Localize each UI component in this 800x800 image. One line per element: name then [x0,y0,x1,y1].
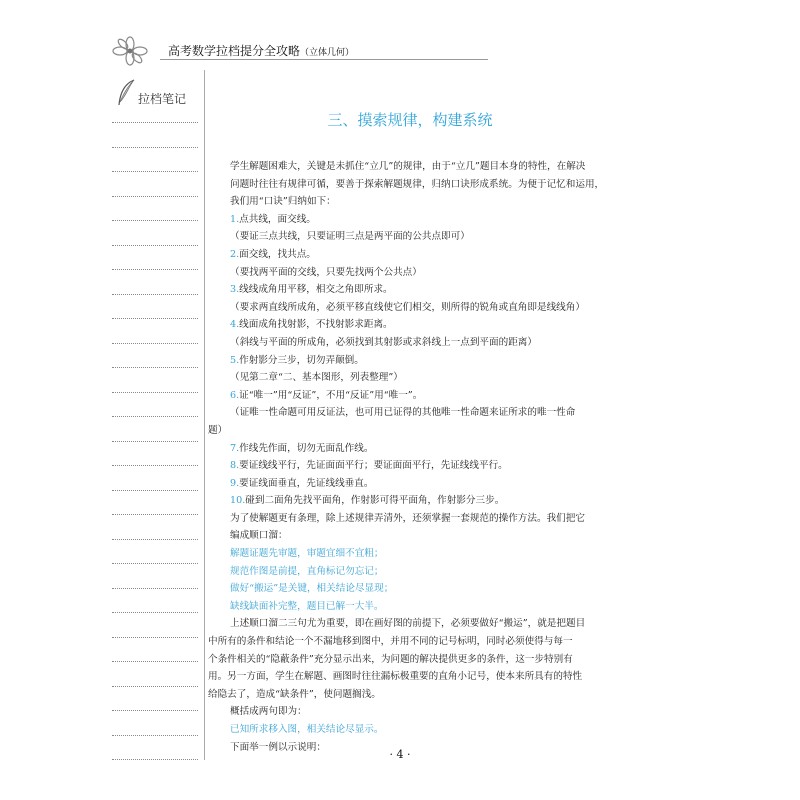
line-text: 规范作图是前提，直角标记勿忘记； [230,565,384,577]
item-number: 8. [230,460,240,472]
note-line [112,318,198,319]
note-line [112,588,198,589]
text-line [230,193,790,211]
header-title [168,42,354,59]
text-line [230,703,790,721]
line-text: （要找两平面的交线，只要先找两个公共点） [230,266,422,278]
line-text: 下面举一例以示说明： [230,741,326,753]
line-text: 中所有的条件和结论一个不漏地移到图中，并用不同的记号标明，同时必须使得与每一 [208,636,573,648]
line-text: 为了使解题更有条理，除上述规律弄清外，还须掌握一套规范的操作方法。我们把它 [230,512,585,524]
text-line [230,545,790,563]
note-line [112,220,198,221]
item-number: 4. [230,319,240,331]
line-text: 编成顺口溜： [230,530,288,542]
text-line [230,299,790,317]
text-line [230,211,790,229]
text-line [230,228,790,246]
text-line [230,264,790,282]
text-line [230,246,790,264]
item-number: 1. [230,213,240,225]
note-line [112,343,198,344]
text-line [230,158,790,176]
line-text: 解题证题先审题，审题宜细不宜粗； [230,548,384,560]
note-line [112,686,198,687]
text-line [230,510,790,528]
text-line [230,580,790,598]
note-line [112,416,198,417]
book-subtitle: （立体几何） [300,48,355,58]
note-line [112,539,198,540]
note-line [112,441,198,442]
page-number: · 4 · [389,748,411,761]
note-line [112,514,198,515]
line-text: 个条件相关的“隐蔽条件”充分显示出来，为问题的解决提供更多的条件，这一步特别有 [208,653,573,665]
item-number: 5. [230,354,240,366]
line-text: 用。另一方面，学生在解题、画图时往往漏标极重要的直角小记号，使本来所具有的特性 [208,671,583,683]
line-text: 线面成角找射影，不找射影求距离。 [239,319,393,331]
note-line [112,294,198,295]
notes-sidebar [110,78,200,758]
note-line [112,269,198,270]
text-line [230,721,790,739]
text-line [230,440,790,458]
line-text: 给隐去了，造成“缺条件”，使问题搁浅。 [208,688,381,700]
item-number: 7. [230,442,240,454]
text-line [230,404,790,422]
item-number: 9. [230,477,240,489]
line-text: 作射影分三步，切勿弄颠倒。 [239,354,364,366]
line-text: 学生解题困难大，关键是未抓住“立几”的规律，由于“立几”题目本身的特性，在解决 [230,161,586,172]
note-line [112,367,198,368]
text-line [230,176,790,194]
line-text: （见第二章“二、基本图形，列表整理”） [230,372,403,384]
line-text: （要证三点共线，只要证明三点是两平面的公共点即可） [230,231,470,243]
text-line [208,633,790,651]
text-line [208,651,790,669]
text-line [230,387,790,405]
text-line [208,686,790,704]
note-line [112,147,198,148]
feather-icon [114,78,138,108]
line-text: 点共线，面交线。 [239,213,316,225]
line-text: 已知所求移入图，相关结论尽显示。 [230,724,384,735]
text-line [230,352,790,370]
line-text: 概括成两句即为： [230,706,307,718]
item-number: 10. [230,495,246,507]
line-text: 题） [208,424,228,436]
text-line [230,316,790,334]
text-line [208,422,790,440]
text-line [230,527,790,545]
text-line [208,668,790,686]
line-text: （要求两直线所成角，必须平移直线使它们相交，则所得的锐角或直角即是线线角） [230,301,585,313]
line-text: 要证线面垂直，先证线线垂直。 [239,477,374,489]
line-text: 问题时往往有规律可循，要善于探索解题规律，归纳口诀形成系统。为便于记忆和运用， [230,178,605,190]
note-line [112,122,198,123]
item-number: 6. [230,389,240,401]
line-text: 我们用“口诀”归纳如下： [230,196,336,208]
note-line [112,465,198,466]
line-text: 作线先作面，切勿无面乱作线。 [239,442,374,454]
line-text: （证唯一性命题可用反证法，也可用已证得的其他唯一性命题来证所求的唯一性命 [230,407,576,419]
note-line [112,637,198,638]
note-line [112,563,198,564]
note-line [112,392,198,393]
line-text: 线线成角用平移，相交之角即所求。 [239,284,393,296]
note-line [112,612,198,613]
line-text: 缺线缺面补完整，题目已解一大半。 [230,600,384,612]
text-line [230,475,790,493]
note-line [112,245,198,246]
flower-logo-icon [110,36,150,66]
line-text: 要证线线平行，先证面面平行；要证面面平行，先证线线平行。 [239,460,508,472]
note-line [112,710,198,711]
book-title: 高考数学拉档提分全攻略 [168,44,301,58]
note-line [112,196,198,197]
line-text: 证“唯一”用“反证”，不用“反证”用“唯一”。 [239,389,423,401]
text-line [230,492,790,510]
item-number: 2. [230,248,240,260]
line-text: 上述顺口溜二三句尤为重要，即在画好图的前提下，必须要做好“搬运”，就是把题目 [230,618,586,630]
sidebar-title: 拉档笔记 [138,92,187,106]
line-text: 面交线，找共点。 [239,248,316,260]
text-line [230,615,790,633]
text-line [230,281,790,299]
text-line [230,563,790,581]
page-header [110,36,390,66]
note-line [112,735,198,736]
note-line [112,490,198,491]
item-number: 3. [230,284,240,296]
margin-divider [204,70,205,760]
text-line [230,334,790,352]
text-line [230,598,790,616]
line-text: 做好“搬运”是关键，相关结论尽显现； [230,583,394,595]
text-line [230,457,790,475]
text-line [230,369,790,387]
section-title: 三、摸索规律，构建系统 [327,111,493,129]
line-text: 碰到二面角先找平面角，作射影可得平面角，作射影分三步。 [245,495,505,507]
note-line [112,171,198,172]
note-line [112,661,198,662]
header-rule [160,59,488,60]
body-text [208,158,790,756]
line-text: （斜线与平面的所成角，必须找到其射影或求斜线上一点到平面的距离） [230,336,537,348]
